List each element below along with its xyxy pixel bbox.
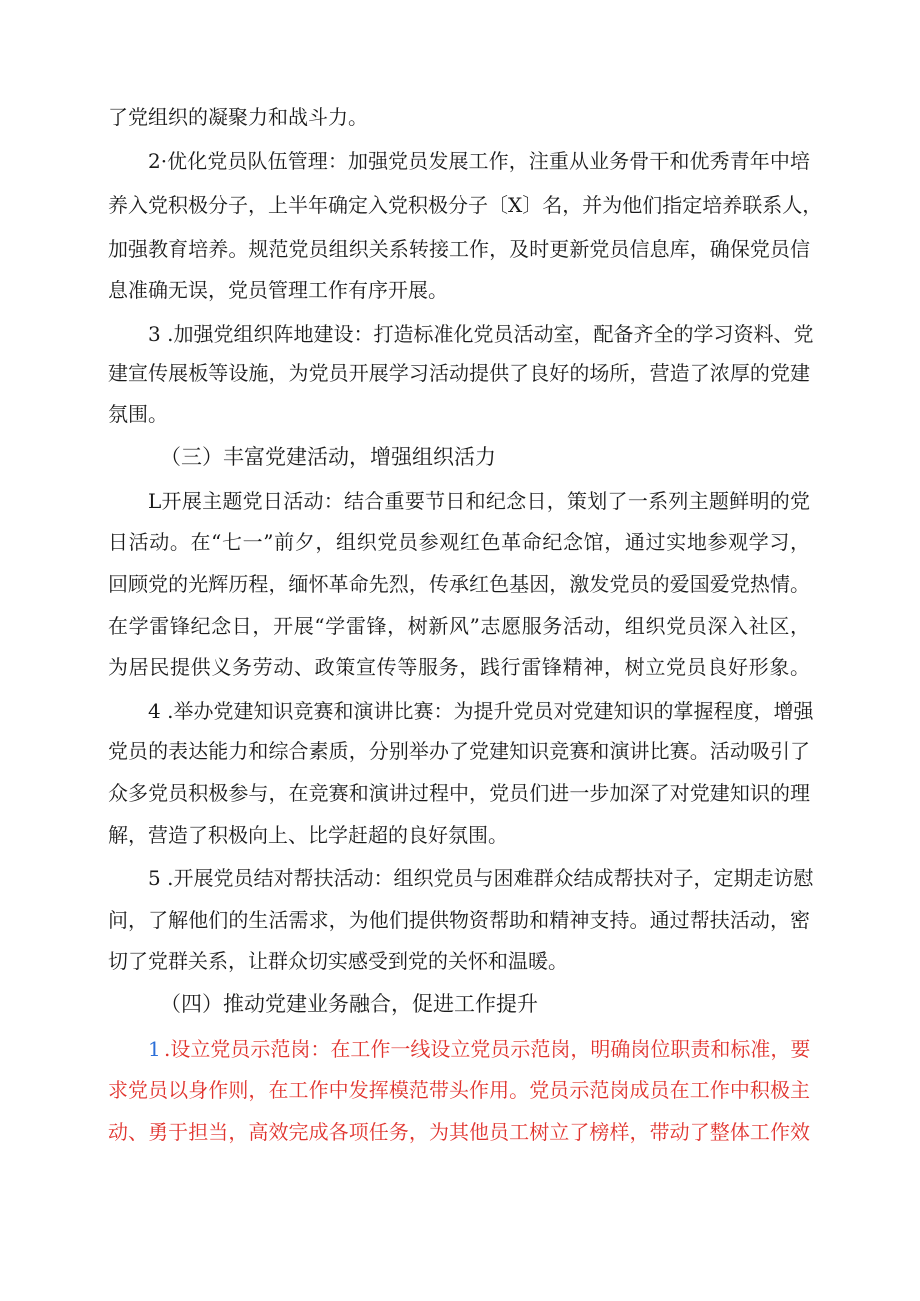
paragraph-line: 党员的表达能力和综合素质，分别举办了党建知识竞赛和演讲比赛。活动吸引了	[108, 739, 810, 763]
paragraph-line: 日活动。在“七一”前夕，组织党员参观红色革命纪念馆，通过实地参观学习，	[108, 530, 810, 554]
list-number	[148, 1035, 161, 1063]
paragraph-line: 5 .开展党员结对帮扶活动：组织党员与困难群众结成帮扶对子，定期走访慰	[148, 866, 814, 890]
section-heading: （四）推动党建业务融合，促进工作提升	[160, 992, 538, 1016]
paragraph-line: 众多党员积极参与，在竞赛和演讲过程中，党员们进一步加深了对党建知识的理	[108, 781, 810, 805]
paragraph-line: 了党组织的凝聚力和战斗力。	[108, 105, 368, 129]
highlighted-paragraph-line: .设立党员示范岗：在工作一线设立党员示范岗，明确岗位职责和标准，要	[164, 1037, 811, 1061]
highlighted-paragraph-line: 求党员以身作则，在工作中发挥模范带头作用。党员示范岗成员在工作中积极主	[108, 1078, 810, 1102]
paragraph-line: 氛围。	[108, 402, 168, 426]
paragraph-line: 4 .举办党建知识竞赛和演讲比赛：为提升党员对党建知识的掌握程度，增强	[148, 699, 814, 723]
paragraph-line: 2·优化党员队伍管理：加强党员发展工作，注重从业务骨干和优秀青年中培	[148, 149, 810, 173]
highlighted-paragraph-line: 动、勇于担当，高效完成各项任务，为其他员工树立了榜样，带动了整体工作效	[108, 1120, 810, 1144]
paragraph-line: 切了党群关系，让群众切实感受到党的关怀和温暖。	[108, 949, 568, 973]
paragraph-line: 3 .加强党组织阵地建设：打造标准化党员活动室，配备齐全的学习资料、党	[148, 322, 814, 346]
list-number-label: 1	[148, 1037, 161, 1061]
paragraph-line: 回顾党的光辉历程，缅怀革命先烈，传承红色基因，激发党员的爱国爱党热情。	[108, 572, 810, 596]
paragraph-line: 建宣传展板等设施，为党员开展学习活动提供了良好的场所，营造了浓厚的党建	[108, 361, 810, 385]
paragraph-line: 养入党积极分子，上半年确定入党积极分子〔X〕名，并为他们指定培养联系人，	[108, 193, 823, 217]
paragraph-line: 加强教育培养。规范党员组织关系转接工作，及时更新党员信息库，确保党员信	[108, 237, 810, 261]
paragraph-line: 息准确无误，党员管理工作有序开展。	[108, 278, 448, 302]
paragraph-line: 在学雷锋纪念日，开展“学雷锋，树新风”志愿服务活动，组织党员深入社区，	[108, 614, 810, 638]
paragraph-line: 为居民提供义务劳动、政策宣传等服务，践行雷锋精神，树立党员良好形象。	[108, 655, 810, 679]
section-heading: （三）丰富党建活动，增强组织活力	[160, 445, 496, 469]
paragraph-line: 问，了解他们的生活需求，为他们提供物资帮助和精神支持。通过帮扶活动，密	[108, 908, 810, 932]
paragraph-line: L开展主题党日活动：结合重要节日和纪念日，策划了一系列主题鲜明的党	[148, 489, 810, 513]
paragraph-line: 解，营造了积极向上、比学赶超的良好氛围。	[108, 823, 508, 847]
